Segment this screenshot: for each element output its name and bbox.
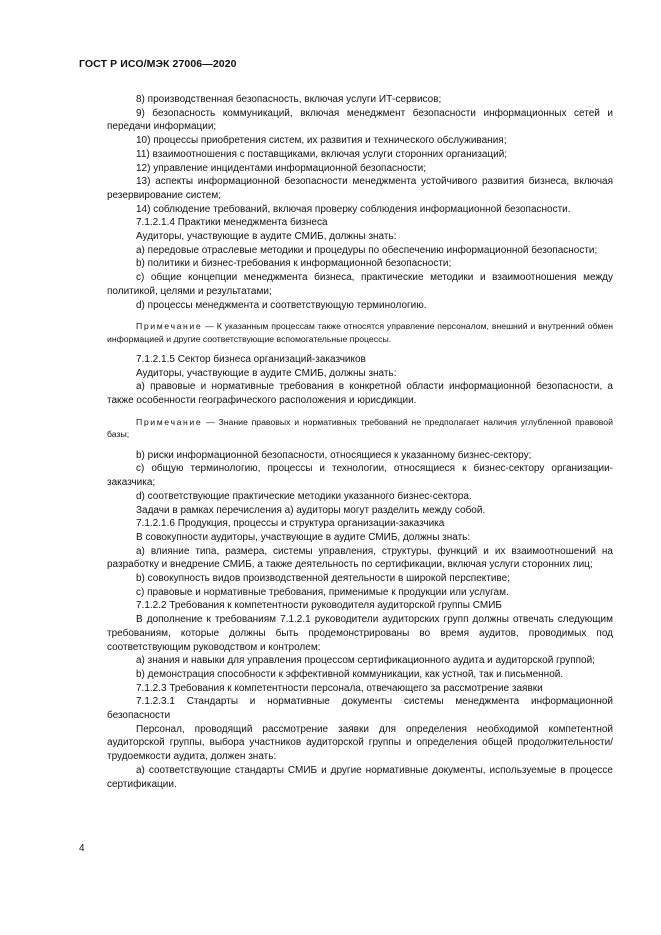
list-item: а) знания и навыки для управления процессом сертификационного аудита и аудиторской группой; (136, 655, 595, 667)
paragraph: Аудиторы, участвующие в аудите СМИБ, должны знать: (136, 367, 397, 379)
section-heading: 7.1.2.3 Требования к компетентности персонала, отвечающего за рассмотрение заявки (136, 682, 543, 694)
list-item: с) общую терминологию, процессы и технологии, относящиеся к бизнес-сектору организации-заказчика; (107, 463, 613, 489)
paragraph: 14) соблюдение требований, включая проверку соблюдения информационной безопасности. (136, 203, 571, 215)
paragraph: В совокупности аудиторы, участвующие в аудите СМИБ, должны знать: (136, 531, 471, 543)
note-label: Примечание (136, 321, 203, 332)
list-item: с) правовые и нормативные требования, применимые к продукции или услугам. (136, 586, 509, 598)
list-item: а) правовые и нормативные требования в конкретной области информационной безопасности, а также особенности географического расположения и юрисдикции. (107, 381, 613, 407)
section-heading: 7.1.2.2 Требования к компетентности руководителя аудиторской группы СМИБ (136, 600, 502, 612)
list-item: а) влияние типа, размера, системы управления, структуры, функций и их взаимоотношений на разработку и внедрение СМИБ, а также деятельность по сертификации, включая услуги сторонних лиц; (107, 545, 613, 571)
note (107, 320, 613, 345)
list-item: b) политики и бизнес-требования к информационной безопасности; (136, 258, 452, 270)
paragraph: Аудиторы, участвующие в аудите СМИБ, должны знать: (136, 231, 397, 243)
paragraph: 13) аспекты информационной безопасности менеджмента устойчивого развития бизнеса, включая резервирование систем; (107, 176, 613, 201)
note-text: — К указанным процессам также относятся управление персоналом, внешний и внутренний обмен информацией и другие соответствующие вспомогательные процессы. (107, 321, 613, 344)
document-header: ГОСТ Р ИСО/МЭК 27006—2020 (79, 58, 237, 70)
list-item: а) передовые отраслевые методики и процедуры по обеспечению информационной безопасности; (136, 244, 598, 256)
section-heading: 7.1.2.3.1 Стандарты и нормативные документы системы менеджмента информационной безопасности (107, 696, 613, 722)
paragraph: 8) производственная безопасность, включая услуги ИТ-сервисов; (136, 94, 442, 105)
paragraph: 10) процессы приобретения систем, их развития и технического обслуживания; (136, 135, 507, 147)
paragraph: 9) безопасность коммуникаций, включая менеджмент безопасности информационных сетей и передачи информации; (107, 107, 613, 133)
section-heading: 7.1.2.1.5 Сектор бизнеса организаций-заказчиков (136, 354, 366, 366)
note-text: — Знание правовых и нормативных требований не предполагает наличия углубленной правовой базы; (107, 416, 613, 440)
paragraph: 12) управление инцидентами информационной безопасности; (136, 162, 427, 174)
document-body (107, 93, 613, 791)
list-item: b) риски информационной безопасности, относящиеся к указанному бизнес-сектору; (136, 449, 532, 461)
list-item: b) демонстрация способности к эффективной коммуникации, как устной, так и письменной. (136, 668, 564, 680)
paragraph: Задачи в рамках перечисления а) аудиторы могут разделить между собой. (136, 504, 486, 516)
paragraph: 11) взаимоотношения с поставщиками, включая услуги сторонних организаций; (136, 148, 508, 160)
page-number: 4 (79, 843, 85, 854)
paragraph: В дополнение к требованиям 7.1.2.1 руководители аудиторских групп должны отвечать следующим требованиям, которые должны быть продемонстрированы во время аудитов, проводимых под соответствующим руководством и контролем: (107, 614, 613, 653)
list-item: d) процессы менеджмента и соответствующую терминологию. (136, 299, 427, 311)
section-heading: 7.1.2.1.4 Практики менеджмента бизнеса (136, 217, 328, 229)
list-item: b) совокупность видов производственной деятельности в широкой перспективе; (136, 573, 510, 585)
section-heading: 7.1.2.1.6 Продукция, процессы и структура организации-заказчика (136, 518, 445, 530)
note (107, 416, 613, 441)
paragraph: Персонал, проводящий рассмотрение заявки для определения необходимой компетентной аудиторской группы, выбора участников аудиторской группы и определения общей продолжительности/трудоемкости аудита, должен знать: (107, 723, 613, 763)
note-label: Примечание (136, 416, 203, 427)
list-item: а) соответствующие стандарты СМИБ и другие нормативные документы, используемые в процессе сертификации. (107, 764, 613, 790)
list-item: d) соответствующие практические методики указанного бизнес-сектора. (136, 490, 472, 502)
list-item: с) общие концепции менеджмента бизнеса, практические методики и взаимоотношения между политикой, целями и результатами; (107, 272, 613, 297)
